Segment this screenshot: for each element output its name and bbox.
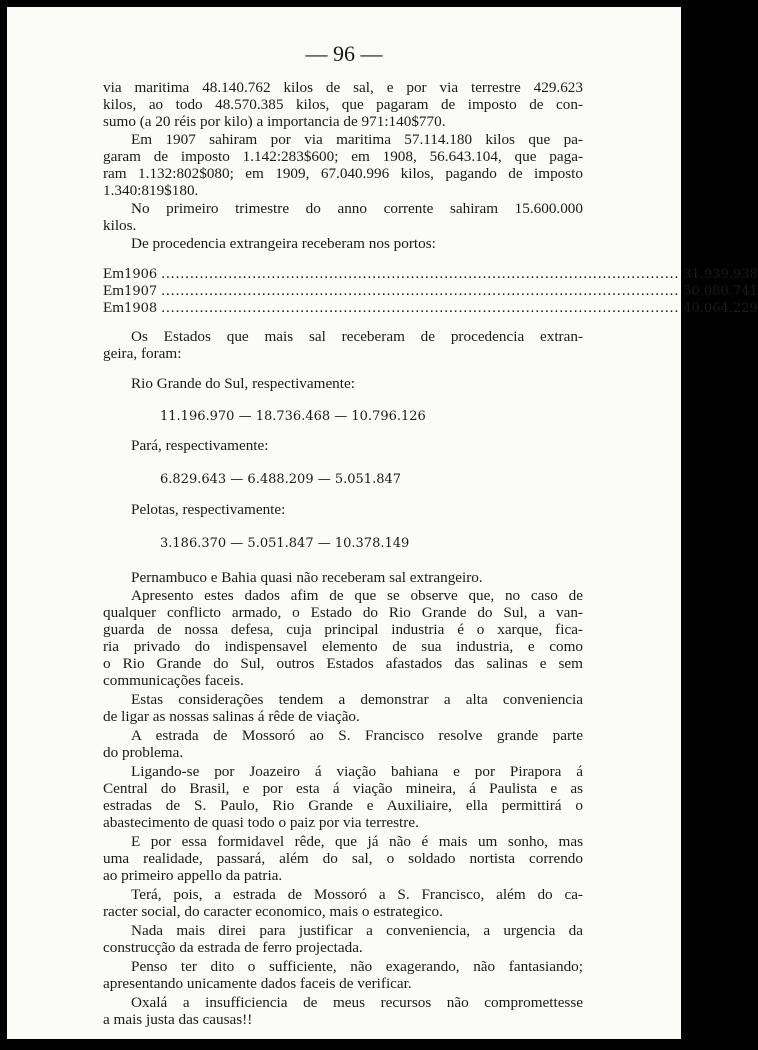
text-line: Penso ter dito o sufficiente, não exagerando, não fantasiando;: [131, 958, 583, 975]
text-line: construcção da estrada de ferro projectada.: [103, 939, 363, 956]
text-line: Estas considerações tendem a demonstrar a alta conveniencia: [131, 691, 583, 708]
state-values: 3.186.370 — 5.051.847 — 10.378.149: [160, 536, 410, 551]
text-line: Os Estados que mais sal receberam de procedencia extran-: [131, 328, 583, 345]
text-line: via maritima 48.140.762 kilos de sal, e por via terrestre 429.623: [103, 79, 583, 96]
text-line: Terá, pois, a estrada de Mossoró a S. Francisco, além do ca-: [131, 886, 583, 903]
state-label: Pará, respectivamente:: [131, 437, 269, 454]
import-prefix: Em: [103, 282, 125, 299]
text-line: A estrada de Mossoró ao S. Francisco resolve grande parte: [131, 727, 583, 744]
text-line: No primeiro trimestre do anno corrente sahiram 15.600.000: [131, 200, 583, 217]
text-line: racter social, do caracter economico, mais o estrategico.: [103, 903, 443, 920]
import-year: 1907: [124, 284, 158, 299]
text-line: E por essa formidavel rêde, que já não é mais um sonho, mas: [131, 833, 583, 850]
import-value: 50.080.741: [683, 284, 758, 299]
text-line: Pernambuco e Bahia quasi não receberam sal extrangeiro.: [131, 569, 483, 586]
text-line: guarda de nossa defesa, cuja principal industria é o xarque, fica-: [103, 621, 583, 638]
import-year: 1906: [124, 267, 158, 282]
state-values: 6.829.643 — 6.488.209 — 5.051.847: [160, 472, 402, 487]
text-line: uma realidade, passará, além do sal, o soldado nortista correndo: [103, 850, 583, 867]
text-line: qualquer conflicto armado, o Estado do Rio Grande do Sul, a van-: [103, 604, 583, 621]
import-prefix: Em: [103, 265, 125, 282]
text-line: Em 1907 sahiram por via maritima 57.114.180 kilos que pa-: [131, 131, 583, 148]
text-line: De procedencia extrangeira receberam nos portos:: [131, 235, 436, 252]
text-line: a mais justa das causas!!: [103, 1011, 253, 1028]
text-line: kilos.: [103, 217, 137, 234]
text-line: ao primeiro appello da patria.: [103, 867, 283, 884]
import-year: 1908: [124, 301, 158, 316]
text-line: abastecimento de quasi todo o paiz por via terrestre.: [103, 814, 419, 831]
text-line: Central do Brasil, e por esta á viação mineira, á Paulista e as: [103, 780, 583, 797]
text-line: estradas de S. Paulo, Rio Grande e Auxiliaire, ella permittirá o: [103, 797, 583, 814]
text-line: 1.340:819$180.: [103, 182, 199, 199]
import-prefix: Em: [103, 299, 125, 316]
text-line: do problema.: [103, 744, 184, 761]
text-line: geira, foram:: [103, 345, 182, 362]
text-line: de ligar as nossas salinas á rêde de viação.: [103, 708, 360, 725]
import-row: Em 1906 ............................................................................................................ 31.939.938: [103, 265, 758, 282]
state-label: Rio Grande do Sul, respectivamente:: [131, 375, 355, 392]
import-value: 40.064.229: [683, 301, 758, 316]
document-page: [7, 7, 758, 1039]
text-line: Apresento estes dados afim de que se observe que, no caso de: [131, 587, 583, 604]
text-line: communicações faceis.: [103, 672, 244, 689]
text-line: sumo (a 20 réis por kilo) a importancia de 971:140$770.: [103, 113, 446, 130]
text-line: Ligando-se por Joazeiro á viação bahiana e por Pirapora á: [131, 763, 583, 780]
import-row: Em 1907 ............................................................................................................ 50.080.741: [103, 282, 758, 299]
page-number: — 96 —: [305, 41, 383, 66]
text-line: garam de imposto 1.142:283$600; em 1908, 56.643.104, que paga-: [103, 148, 583, 165]
text-line: ram 1.132:802$080; em 1909, 67.040.996 kilos, pagando de imposto: [103, 165, 583, 182]
state-values: 11.196.970 — 18.736.468 — 10.796.126: [160, 409, 426, 424]
text-line: apresentando unicamente dados faceis de verificar.: [103, 975, 412, 992]
text-line: o Rio Grande do Sul, outros Estados afastados das salinas e sem: [103, 655, 583, 672]
import-row: Em 1908 ............................................................................................................ 40.064.229: [103, 299, 758, 316]
text-line: ria privado do indispensavel elemento de sua industria, e como: [103, 638, 583, 655]
text-line: Nada mais direi para justificar a conveniencia, a urgencia da: [131, 922, 583, 939]
text-line: kilos, ao todo 48.570.385 kilos, que pagaram de imposto de con-: [103, 96, 583, 113]
import-value: 31.939.938: [683, 267, 758, 282]
text-line: Oxalá a insufficiencia de meus recursos não compromettesse: [131, 994, 583, 1011]
state-label: Pelotas, respectivamente:: [131, 501, 286, 518]
